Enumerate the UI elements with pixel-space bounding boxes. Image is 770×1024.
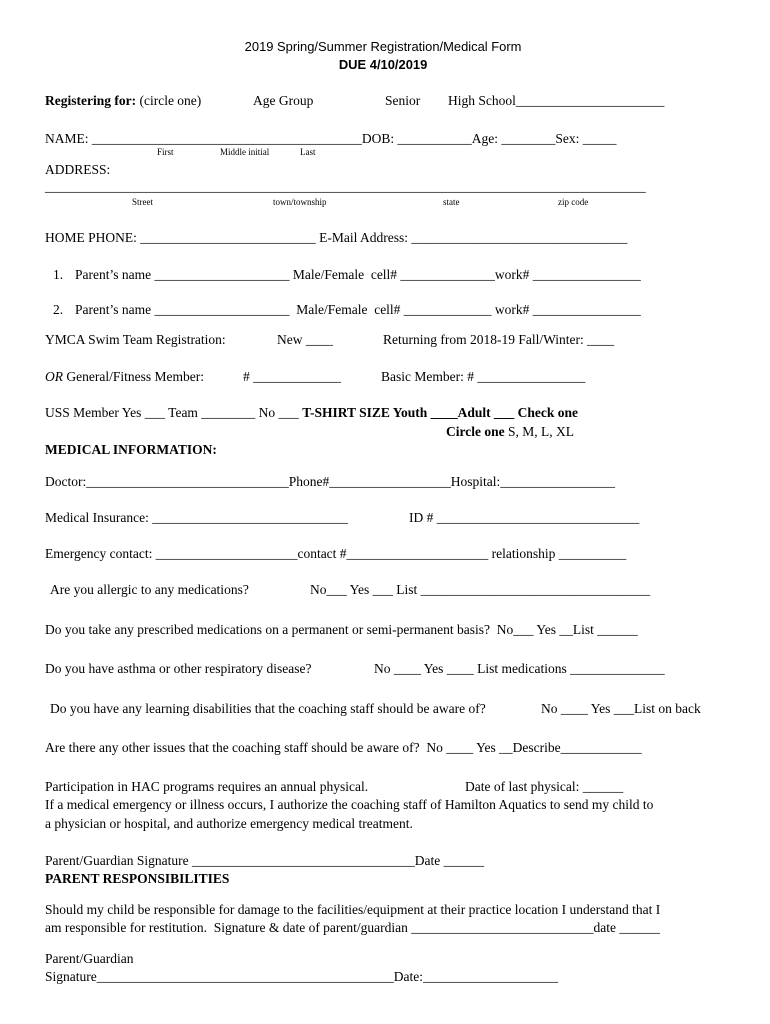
general-member-number[interactable]: # _____________ bbox=[243, 369, 341, 384]
last-physical-date[interactable]: Date of last physical: ______ bbox=[465, 779, 624, 794]
option-age-group[interactable]: Age Group bbox=[253, 93, 314, 108]
doctor-line[interactable]: Doctor:______________________________Phone#__________________Hospital:_________________ bbox=[45, 474, 615, 489]
asthma-question: Do you have asthma or other respiratory disease? bbox=[45, 661, 312, 676]
due-date: DUE 4/10/2019 bbox=[338, 57, 428, 72]
circle-one-label: Circle one bbox=[446, 424, 505, 439]
registering-hint: (circle one) bbox=[136, 93, 202, 108]
guardian-signature-line[interactable]: Signature____________________________________________Date:____________________ bbox=[45, 969, 558, 984]
uss-member-text: USS Member Yes ___ Team ________ No ___ bbox=[45, 405, 303, 420]
tshirt-size-text: T-SHIRT SIZE Youth ____Adult ___ Check one bbox=[302, 405, 579, 420]
authorization-line-1: If a medical emergency or illness occurs, I authorize the coaching staff of Hamilton Aquatics to send my child to bbox=[45, 797, 654, 812]
name-sub-first: First bbox=[157, 147, 174, 157]
parent-2-number: 2. bbox=[53, 302, 64, 317]
emergency-contact-line[interactable]: Emergency contact: _____________________contact #_____________________ relationship __________ bbox=[45, 546, 627, 561]
ymca-label: YMCA Swim Team Registration: bbox=[45, 332, 226, 347]
registering-for bbox=[45, 94, 201, 108]
ymca-returning[interactable]: Returning from 2018-19 Fall/Winter: ____ bbox=[383, 332, 615, 347]
learning-question: Do you have any learning disabilities that the coaching staff should be aware of? bbox=[50, 701, 486, 716]
responsibilities-heading: PARENT RESPONSIBILITIES bbox=[45, 871, 230, 886]
address-sub-street: Street bbox=[132, 197, 153, 207]
registering-label: Registering for: bbox=[45, 93, 137, 108]
or-label: OR bbox=[45, 369, 63, 384]
parent-2-line[interactable]: Parent’s name ____________________ Male/Female cell# _____________ work# ________________ bbox=[75, 302, 641, 317]
address-sub-state: state bbox=[443, 197, 460, 207]
parent-signature-line[interactable]: Parent/Guardian Signature _________________________________Date ______ bbox=[45, 853, 485, 868]
address-sub-town: town/township bbox=[273, 197, 327, 207]
medical-heading: MEDICAL INFORMATION: bbox=[45, 442, 217, 457]
authorization-line-2: a physician or hospital, and authorize emergency medical treatment. bbox=[45, 816, 413, 831]
name-dob-line[interactable]: NAME: ________________________________________DOB: ___________Age: ________Sex: _____ bbox=[45, 131, 617, 146]
basic-member[interactable]: Basic Member: # ________________ bbox=[381, 369, 586, 384]
prescribed-question[interactable]: Do you take any prescribed medications on a permanent or semi-permanent basis? No___ Yes __List ______ bbox=[45, 622, 638, 637]
name-sub-last: Last bbox=[300, 147, 316, 157]
guardian-label: Parent/Guardian bbox=[45, 951, 134, 966]
tshirt-sizes: S, M, L, XL bbox=[504, 424, 574, 439]
address-sub-zip: zip code bbox=[558, 197, 589, 207]
option-high-school[interactable]: High School______________________ bbox=[448, 93, 665, 108]
physical-requirement: Participation in HAC programs requires an annual physical. bbox=[45, 779, 369, 794]
responsibilities-line-1: Should my child be responsible for damage to the facilities/equipment at their practice location I understand that I bbox=[45, 902, 661, 917]
ymca-new[interactable]: New ____ bbox=[277, 332, 333, 347]
responsibilities-line-2[interactable]: am responsible for restitution. Signature & date of parent/guardian ___________________________date ______ bbox=[45, 920, 660, 935]
parent-1-line[interactable]: Parent’s name ____________________ Male/Female cell# ______________work# ________________ bbox=[75, 267, 641, 282]
learning-answer[interactable]: No ____ Yes ___List on back bbox=[541, 701, 701, 716]
insurance-line[interactable]: Medical Insurance: _____________________________ bbox=[45, 510, 348, 525]
option-senior[interactable]: Senior bbox=[385, 93, 421, 108]
address-label: ADDRESS: bbox=[45, 162, 111, 177]
allergic-question: Are you allergic to any medications? bbox=[50, 582, 249, 597]
parent-1-number: 1. bbox=[53, 267, 64, 282]
general-member-label bbox=[45, 370, 204, 384]
other-issues-question[interactable]: Are there any other issues that the coaching staff should be aware of? No ____ Yes __Describe____________ bbox=[45, 740, 642, 755]
uss-tshirt-line[interactable] bbox=[45, 406, 578, 420]
phone-email-line[interactable]: HOME PHONE: __________________________ E-Mail Address: ________________________________ bbox=[45, 230, 628, 245]
name-sub-middle: Middle initial bbox=[220, 147, 270, 157]
asthma-answer[interactable]: No ____ Yes ____ List medications ______________ bbox=[374, 661, 665, 676]
insurance-id[interactable]: ID # ______________________________ bbox=[409, 510, 640, 525]
general-member-text: General/Fitness Member: bbox=[63, 369, 204, 384]
tshirt-circle-one[interactable] bbox=[446, 425, 574, 439]
address-line[interactable]: _________________________________________________________________________________________ bbox=[45, 179, 646, 194]
allergic-answer[interactable]: No___ Yes ___ List __________________________________ bbox=[310, 582, 651, 597]
form-title: 2019 Spring/Summer Registration/Medical Form bbox=[244, 39, 522, 54]
